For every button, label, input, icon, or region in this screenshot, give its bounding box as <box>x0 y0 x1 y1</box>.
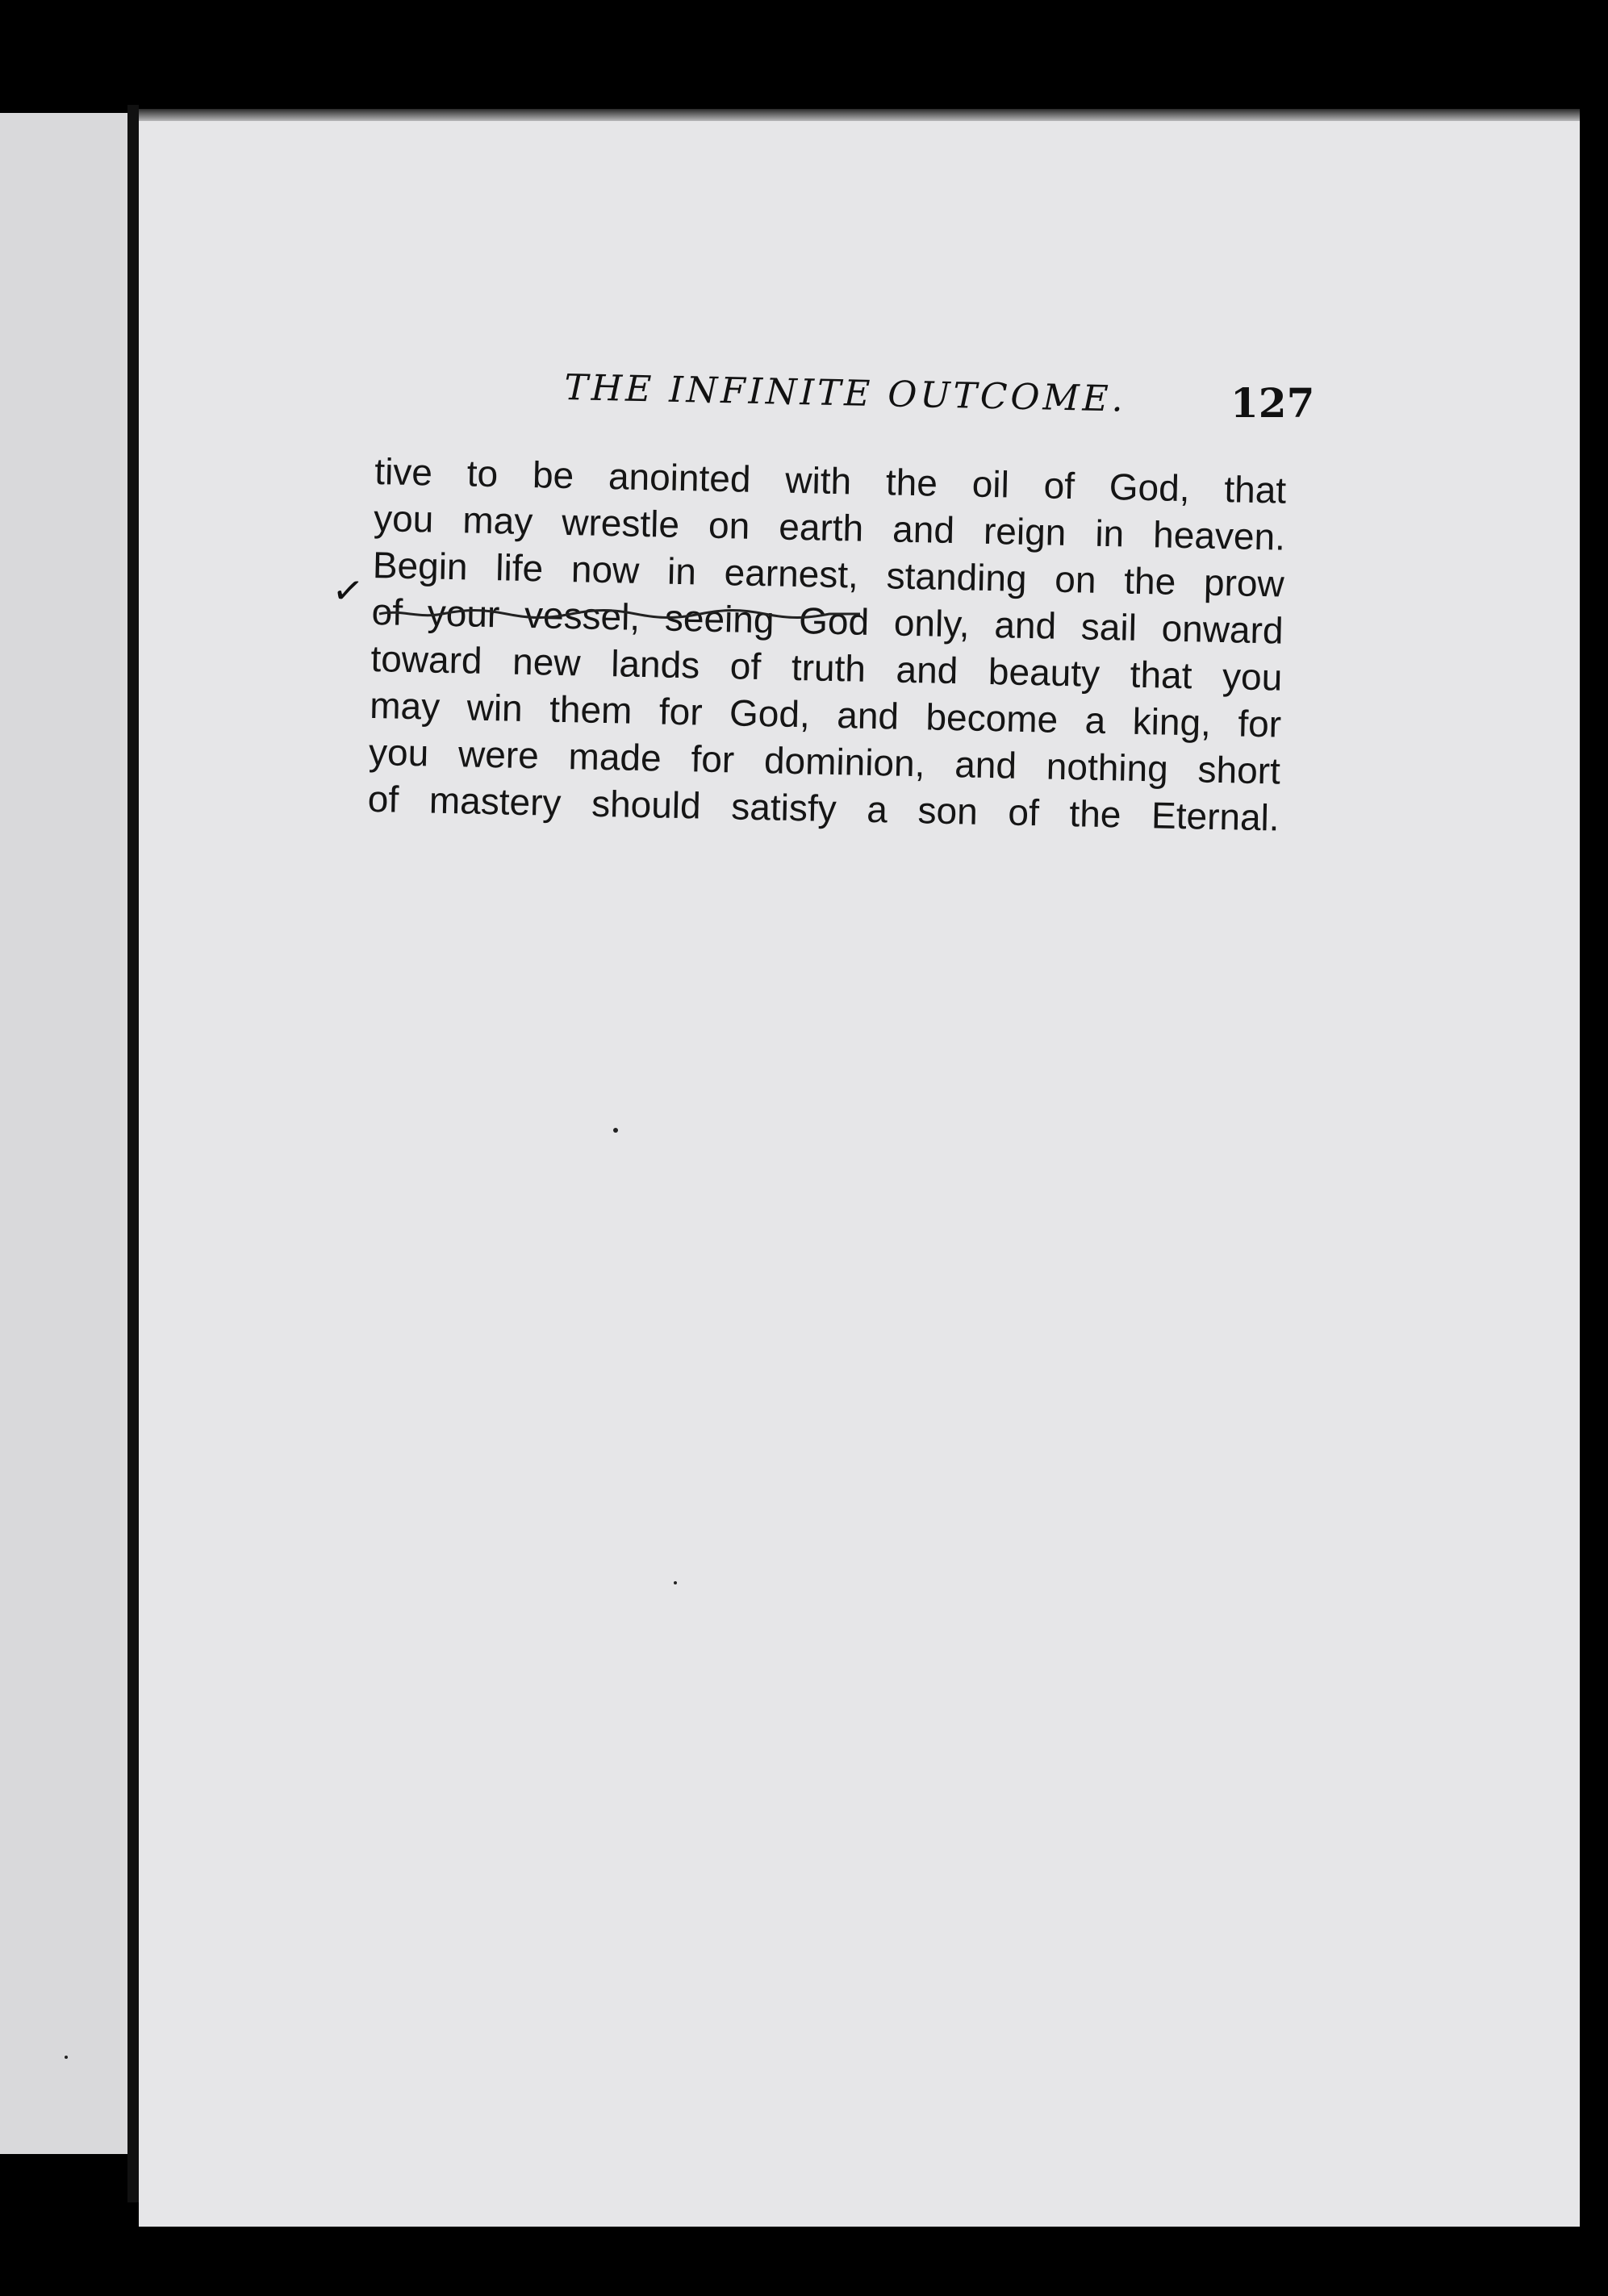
book-page <box>139 121 1580 2227</box>
text-line: toward new lands of truth and beauty that you <box>370 637 1283 699</box>
body-text <box>367 448 1286 841</box>
check-mark-icon: ✓ <box>329 566 367 615</box>
book-gutter <box>127 105 139 2202</box>
scan-speck <box>674 1581 677 1584</box>
scan-speck <box>65 2056 68 2059</box>
text-line: may win them for God, and become a king, for <box>369 683 1282 745</box>
text-line: you were made for dominion, and nothing short <box>368 730 1281 792</box>
scan-speck <box>613 1128 618 1133</box>
text-line: tive to be anointed with the oil of God, that <box>374 449 1287 511</box>
previous-page-edge <box>0 113 127 2154</box>
text-line: you may wrestle on earth and reign in heaven. <box>373 496 1286 558</box>
text-line: of your vessel, seeing God only, and sail onward <box>371 590 1284 652</box>
running-head: THE INFINITE OUTCOME. <box>563 367 1127 420</box>
handwritten-underline <box>378 607 862 620</box>
text-line: of mastery should satisfy a son of the Eternal. <box>367 777 1280 839</box>
page-number: 127 <box>1230 379 1315 427</box>
text-line: Begin life now in earnest, standing on the prow <box>372 543 1285 605</box>
